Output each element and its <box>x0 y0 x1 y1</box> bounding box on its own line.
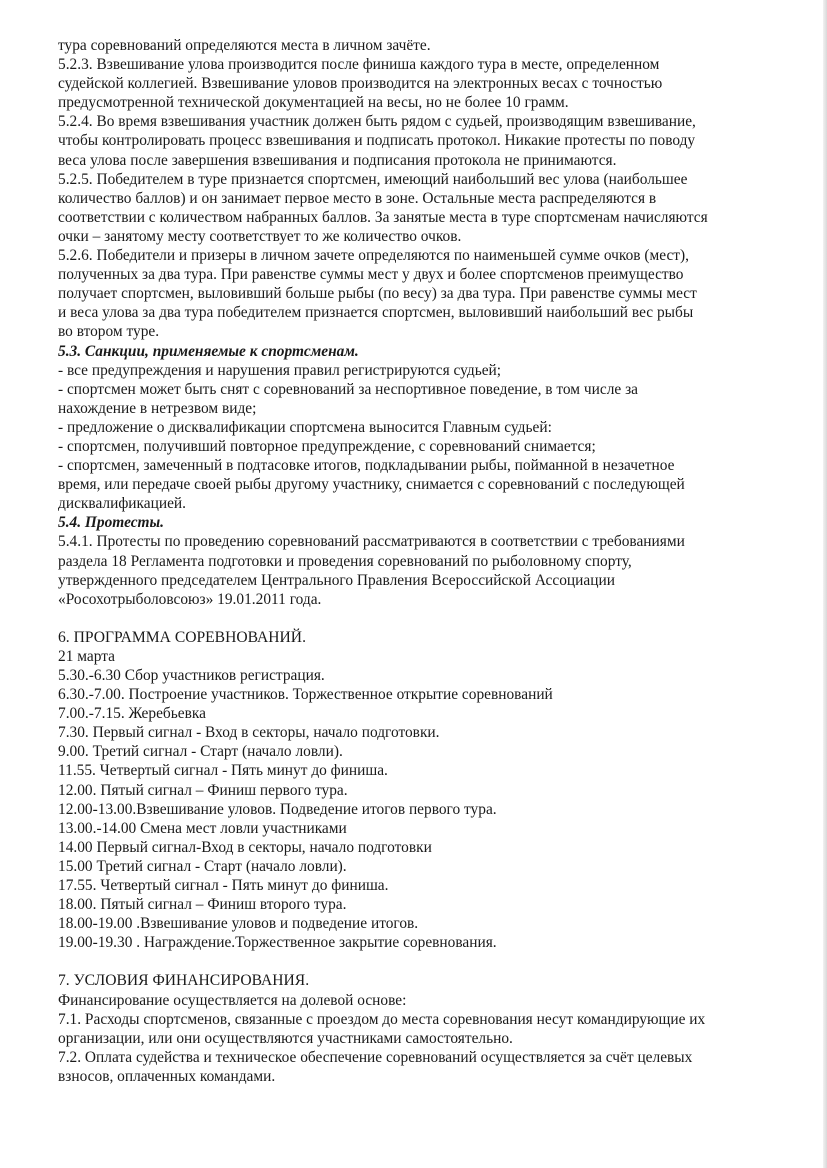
paragraph-line: нахождение в нетрезвом виде; <box>58 399 257 417</box>
clause-5-4-1: 5.4.1. Протесты по проведению соревнований рассматриваются в соответствии с требованиями <box>58 533 685 551</box>
schedule-item: 17.55. Четвертый сигнал - Пять минут до финиша. <box>58 877 389 895</box>
list-item: - спортсмен, замеченный в подтасовке итогов, подкладывании рыбы, пойманной в незачетное <box>58 457 675 475</box>
schedule-item: 13.00.-14.00 Смена мест ловли участниками <box>58 819 347 837</box>
list-item: - предложение о дисквалификации спортсмена выносится Главным судьей: <box>58 418 552 436</box>
paragraph-line: Финансирование осуществляется на долевой основе: <box>58 991 407 1009</box>
schedule-item: 12.00. Пятый сигнал – Финиш первого тура. <box>58 781 348 799</box>
schedule-item: 6.30.-7.00. Построение участников. Торжественное открытие соревнований <box>58 686 553 704</box>
paragraph-line: взносов, оплаченных командами. <box>58 1067 276 1085</box>
paragraph-line: и веса улова за два тура победителем признается спортсмен, выловивший наибольший вес рыбы <box>58 304 694 322</box>
schedule-item: 14.00 Первый сигнал-Вход в секторы, начало подготовки <box>58 838 432 856</box>
section-heading-6: 6. ПРОГРАММА СОРЕВНОВАНИЙ. <box>58 628 306 646</box>
paragraph-line: тура соревнований определяются места в личном зачёте. <box>58 37 431 54</box>
schedule-item: 15.00 Третий сигнал - Старт (начало ловли). <box>58 857 347 875</box>
paragraph-line: дисквалификацией. <box>58 495 186 513</box>
paragraph-line: судейской коллегией. Взвешивание уловов производится на электронных весах с точностью <box>58 75 663 93</box>
document-page <box>58 36 770 1086</box>
clause-5-2-4: 5.2.4. Во время взвешивания участник должен быть рядом с судьей, производящим взвешивание, <box>58 113 696 131</box>
program-date: 21 марта <box>58 647 115 665</box>
schedule-item: 5.30.-6.30 Сбор участников регистрация. <box>58 667 325 684</box>
paragraph-line: соответствии с количеством набранных баллов. За занятые места в туре спортсменам начисляются <box>58 208 708 226</box>
section-heading-5-4: 5.4. Протесты. <box>58 514 165 532</box>
section-heading-5-3: 5.3. Санкции, применяемые к спортсменам. <box>58 342 359 360</box>
paragraph-line: очки – занятому месту соответствует то же количество очков. <box>58 227 462 245</box>
schedule-item: 12.00-13.00.Взвешивание уловов. Подведение итогов первого тура. <box>58 800 497 818</box>
clause-7-1: 7.1. Расходы спортсменов, связанные с проездом до места соревнования несут командирующие их <box>58 1010 706 1028</box>
paragraph-line: количество баллов) и он занимает первое место в зоне. Остальные места распределяются в <box>58 189 657 207</box>
clause-5-2-3: 5.2.3. Взвешивание улова производится после финиша каждого тура в месте, определенном <box>58 56 660 74</box>
paragraph-line: полученных за два тура. При равенстве суммы мест у двух и более спортсменов преимущество <box>58 266 684 284</box>
paragraph-line: чтобы контролировать процесс взвешивания и подписать протокол. Никакие протесты по поводу <box>58 132 696 150</box>
paragraph-line: утвержденного председателем Центрального Правления Всероссийской Ассоциации <box>58 571 615 589</box>
list-item: - все предупреждения и нарушения правил регистрируются судьей; <box>58 361 502 379</box>
schedule-item: 9.00. Третий сигнал - Старт (начало ловли). <box>58 743 343 761</box>
clause-7-2: 7.2. Оплата судейства и техническое обеспечение соревнований осуществляется за счёт целевых <box>58 1048 693 1066</box>
schedule-item: 7.00.-7.15. Жеребьевка <box>58 705 206 723</box>
schedule-item: 7.30. Первый сигнал - Вход в секторы, начало подготовки. <box>58 724 440 742</box>
paragraph-line: предусмотренной технической документацией на весы, но не более 10 грамм. <box>58 94 569 112</box>
schedule-item: 18.00-19.00 .Взвешивание уловов и подведение итогов. <box>58 915 419 933</box>
clause-5-2-6: 5.2.6. Победители и призеры в личном зачете определяются по наименьшей сумме очков (мест), <box>58 247 689 265</box>
schedule-item: 18.00. Пятый сигнал – Финиш второго тура. <box>58 896 347 914</box>
spacer <box>58 952 770 971</box>
paragraph-line: веса улова после завершения взвешивания и подписания протокола не принимаются. <box>58 151 617 169</box>
section-heading-7: 7. УСЛОВИЯ ФИНАНСИРОВАНИЯ. <box>58 972 310 990</box>
schedule-item: 19.00-19.30 . Награждение.Торжественное закрытие соревнования. <box>58 934 497 952</box>
list-item: - спортсмен может быть снят с соревнований за неспортивное поведение, в том числе за <box>58 380 638 398</box>
paragraph-line: «Росохотрыболовсоюз» 19.01.2011 года. <box>58 590 322 608</box>
paragraph-line: во втором туре. <box>58 323 160 341</box>
spacer <box>58 609 770 628</box>
scan-edge <box>823 0 827 1168</box>
paragraph-line: получает спортсмен, выловивший больше рыбы (по весу) за два тура. При равенстве суммы мест <box>58 285 697 303</box>
paragraph-line: организации, или они осуществляются участниками самостоятельно. <box>58 1029 513 1047</box>
schedule-item: 11.55. Четвертый сигнал - Пять минут до финиша. <box>58 762 388 780</box>
list-item: - спортсмен, получивший повторное предупреждение, с соревнований снимается; <box>58 437 596 455</box>
paragraph-line: время, или передаче своей рыбы другому участнику, снимается с соревнований с последующей <box>58 476 685 494</box>
paragraph-line: раздела 18 Регламента подготовки и проведения соревнований по рыболовному спорту, <box>58 552 632 570</box>
clause-5-2-5: 5.2.5. Победителем в туре признается спортсмен, имеющий наибольший вес улова (наибольшее <box>58 170 688 188</box>
